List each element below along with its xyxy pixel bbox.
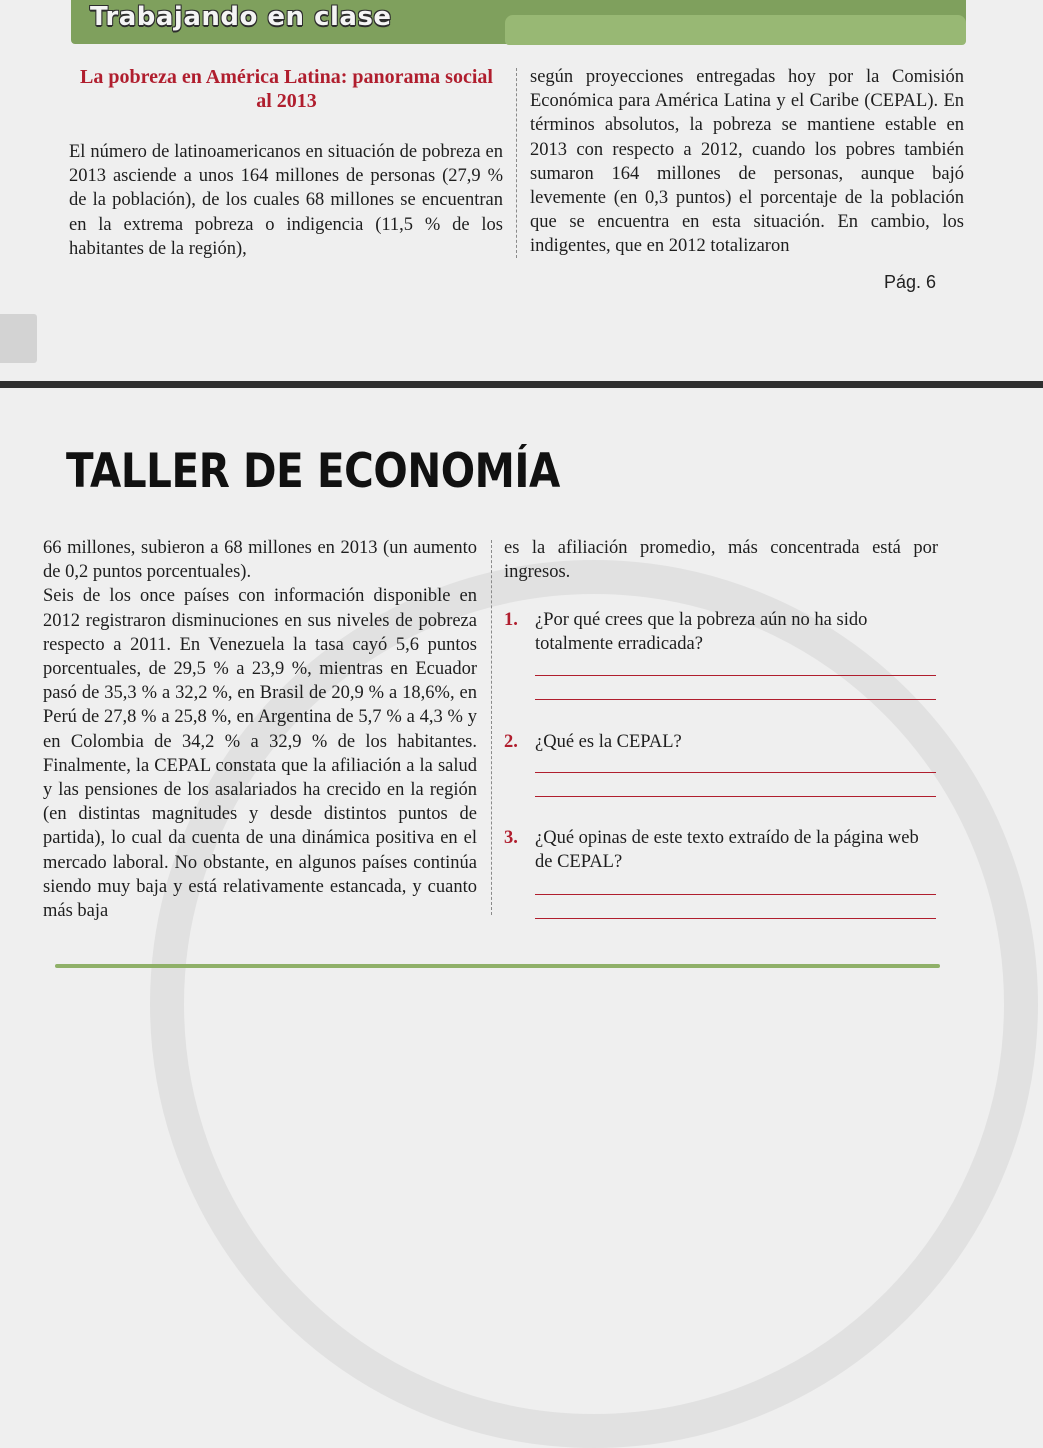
workshop-right-intro: [504, 536, 938, 584]
question-number: 3.: [504, 828, 518, 848]
paragraph: 66 millones, subieron a 68 millones en 2013 (un aumento de 0,2 puntos porcentuales).: [43, 538, 477, 583]
article-left-column: [69, 140, 503, 261]
question-text: ¿Por qué crees que la pobreza aún no ha sido totalmente erradicada?: [535, 610, 868, 655]
right-intro-text: es la afiliación promedio, más concentrada está por ingresos.: [504, 538, 938, 583]
question-text: ¿Qué opinas de este texto extraído de la página web de CEPAL?: [535, 828, 919, 873]
bottom-accent-bar: [55, 964, 940, 968]
answer-line[interactable]: [535, 918, 936, 919]
answer-line[interactable]: [535, 796, 936, 797]
page-divider: [0, 381, 1043, 388]
answer-line[interactable]: [535, 772, 936, 773]
banner-title: Trabajando en clase: [90, 2, 392, 32]
workshop-title: TALLER DE ECONOMÍA: [66, 444, 560, 499]
workshop-left-column: [43, 536, 477, 923]
article-left-text: El número de latinoamericanos en situación de pobreza en 2013 asciende a unos 164 millones de personas (27,9 % de la población), de los cuales 68 millones se encuentran en la extrema pobreza o indigencia (11,5 % de los habitantes de la región),: [69, 142, 503, 259]
banner-accent: [505, 15, 966, 45]
column-divider: [516, 68, 517, 258]
answer-line[interactable]: [535, 894, 936, 895]
answer-line[interactable]: [535, 699, 936, 700]
page-number: Pág. 6: [884, 272, 937, 292]
question-text: ¿Qué es la CEPAL?: [535, 732, 682, 752]
article-title: La pobreza en América Latina: panorama social al 2013: [80, 66, 493, 112]
paragraph: Seis de los once países con información disponible en 2012 registraron disminuciones en sus niveles de pobreza respecto a 2011. En Venezuela la tasa cayó 5,6 puntos porcentuales, de 29,5 % a 23,9 %, mientras en Ecuador pasó de 35,3 % a 32,2 %, en Brasil de 20,9 % a 18,6%, en Perú de 27,8 % a 25,8 %, en Argentina de 5,7 % a 4,3 % y en Colombia de 34,2 % a 32,9 % de los habitantes. Finalmente, la CEPAL constata que la afiliación a la salud y las pensiones de los asalariados ha crecido en la región (en distintas magnitudes y desde distintos puntos de partida), lo cual da cuenta de una dinámica positiva en el mercado laboral. No obstante, en algunos países continúa siendo muy baja y está relativamente estancada, y cuanto más baja: [43, 586, 477, 922]
column-divider: [491, 540, 492, 915]
article-right-text: según proyecciones entregadas hoy por la Comisión Económica para América Latina y el Caribe (CEPAL). En términos absolutos, la pobreza se mantiene estable en 2013 con respecto a 2012, cuando los pobres también sumaron 164 millones de personas, aunque bajó levemente (en 0,3 puntos) el porcentaje de la población que se encuentra en esta situación. En cambio, los indigentes, que en 2012 totalizaron: [530, 67, 964, 257]
side-tab: [0, 314, 37, 363]
question-number: 1.: [504, 610, 518, 630]
article-right-column: [530, 65, 964, 259]
answer-line[interactable]: [535, 675, 936, 676]
question-number: 2.: [504, 732, 518, 752]
